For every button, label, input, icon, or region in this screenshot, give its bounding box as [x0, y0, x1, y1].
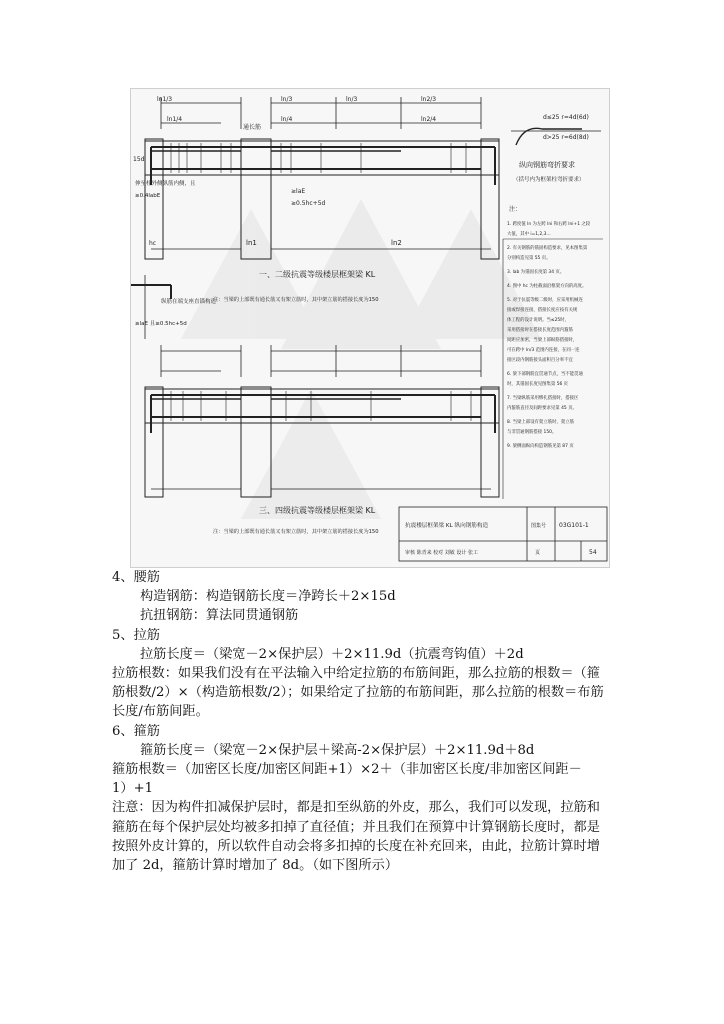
- section-4-line-2: 抗扭钢筋：算法同贯通钢筋: [140, 608, 299, 624]
- left-label: 纵筋在端支座直锚构造: [161, 299, 217, 305]
- table-page-label: 页: [535, 550, 541, 556]
- dim-label: ln2/3: [421, 96, 437, 103]
- bend-large: d>25 r=6d(8d): [543, 134, 589, 141]
- note-line: 接或焊接连接，搭接长度应按有关规: [507, 308, 578, 313]
- table-atlas-number: 03G101-1: [559, 522, 589, 529]
- note-line: 采用搭接时在搭接长度范围内箍筋: [507, 328, 573, 333]
- table-signatures: 审核 陈青来 校对 刘敏 设计 张工: [405, 550, 478, 556]
- dim-label: hc: [149, 240, 157, 247]
- span-label: ln1: [246, 239, 257, 247]
- note-line: 接区段内钢筋接头面积百分率不宜: [507, 358, 573, 363]
- section-6-paragraph: 箍筋根数＝（加密区长度/加密区间距+1）×2＋（非加密区长度/非加密区间距－1）+1: [112, 762, 582, 797]
- note-line: 4. 图中 hc 为柱截面沿框架方向的高度。: [507, 284, 587, 289]
- section-6-heading: 6、箍筋: [112, 723, 160, 739]
- dim-label: 15d: [133, 156, 145, 163]
- left-label: 伸至柱外侧纵筋内侧，且: [135, 181, 196, 187]
- side-title: 纵向钢筋弯折要求: [519, 161, 575, 169]
- dim-label: 通长筋: [243, 124, 262, 131]
- section-4-line-1: 构造钢筋：构造钢筋长度＝净跨长＋2×15d: [140, 589, 396, 605]
- dim-label: ≥0.5hc+5d: [291, 200, 326, 207]
- left-label: ≥0.4labE: [135, 193, 161, 199]
- dim-label: ln/3: [281, 96, 293, 103]
- section-6-line-1: 箍筋长度＝（梁宽－2×保护层＋梁高-2×保护层）＋2×11.9d＋8d: [140, 742, 535, 758]
- rebar-detail-figure: [130, 88, 610, 568]
- dim-label: ln/4: [281, 116, 293, 123]
- table-atlas-label: 图集号: [531, 523, 547, 529]
- dim-label: ln2/4: [421, 116, 437, 123]
- note-line: 8. 当梁上部设有架立筋时，架立筋: [507, 420, 575, 425]
- note-line: 时，其锚固长度见图集第 56 页: [507, 382, 569, 387]
- figure-note-2: 注：当梁的上部既有通长筋又有架立筋时，其中架立筋的搭接长度为150: [213, 529, 379, 535]
- note-line: 7. 当梁纵筋采用绑扎搭接时，搭接区: [507, 396, 579, 401]
- watermark: [181, 199, 541, 519]
- dim-label: ln/3: [346, 96, 358, 103]
- note-line: 与非贯通钢筋搭接 150。: [507, 430, 557, 435]
- bend-small: d≤25 r=4d(6d): [543, 114, 589, 121]
- dim-label: ln1/4: [167, 116, 183, 123]
- side-subtitle: （括号内为框架柱弯折要求）: [513, 177, 585, 183]
- note-line: 分别构造见第 55 页。: [507, 256, 551, 261]
- note-line: 内箍筋直径及间距要求见第 45 页。: [507, 406, 577, 411]
- note-paragraph: 注意：因为构件扣减保护层时，都是扣至纵筋的外皮，那么，我们可以发现，拉筋和箍筋在每个保护层处均被多扣掉了直径值；并且我们在预算中计算钢筋长度时，都是按照外皮计算的，所以软件自动会将多扣掉的长度在补充回来，由此，拉筋计算时增加了 2d，箍筋计算时增加了 8d。（如下图所示）: [112, 800, 600, 874]
- table-page-number: 54: [589, 549, 597, 556]
- dim-label: ≥laE: [291, 188, 306, 195]
- figure-note-1: 注：当梁的上部既有通长筋又有架立筋时，其中架立筋的搭接长度为150: [213, 297, 379, 303]
- dim-label: ln1/3: [157, 96, 173, 103]
- note-line: 体工程的设计说明。当≤25时，: [507, 318, 569, 323]
- rebar-drawing: [131, 89, 609, 567]
- section-5-paragraph: 拉筋根数：如果我们没有在平法输入中给定拉筋的布筋间距，那么拉筋的根数＝（箍筋根数/2）×（构造筋根数/2）；如果给定了拉筋的布筋间距，那么拉筋的根数＝布筋长度/布筋间距。: [112, 666, 604, 720]
- notes-heading: 注：: [509, 206, 522, 213]
- figure-title-2: 三、四级抗震等级楼层框架梁 KL: [259, 506, 376, 515]
- note-line: 9. 梁侧面纵向构造钢筋见第 87 页: [507, 444, 574, 449]
- note-line: 6. 梁下部钢筋宜贯通节点，当不能贯通: [507, 372, 583, 377]
- note-line: 可在跨中 ln/3 范围内连接，在同一连: [507, 348, 580, 353]
- document-body: [112, 568, 612, 875]
- table-title: 抗震楼层框架梁 KL 纵向钢筋构造: [405, 523, 489, 529]
- section-5-line-1: 拉筋长度＝（梁宽－2×保护层）＋2×11.9d（抗震弯钩值）＋2d: [140, 646, 524, 662]
- section-5-heading: 5、拉筋: [112, 627, 160, 643]
- section-4-heading: 4、腰筋: [112, 570, 160, 585]
- note-line: 1. 跨度值 ln 为左跨 lni 和右跨 lni+1 之较: [507, 222, 591, 227]
- note-line: 大值，其中 i=1,2,3…: [507, 232, 551, 237]
- left-label: ≥laE 且≥0.5hc+5d: [135, 321, 187, 327]
- note-line: 5. 对于抗震等级二级时，应采用机械连: [507, 298, 583, 303]
- note-line: 间距应加密，当梁上部纵筋搭接时，: [507, 338, 578, 343]
- note-line: 3. lab 为锚固长度第 34 页。: [507, 270, 565, 275]
- span-label: ln2: [391, 239, 402, 247]
- figure-title-1: 一、二级抗震等级楼层框架梁 KL: [259, 270, 376, 279]
- note-line: 2. 有关钢筋的锚固构造要求，见本图集第: [507, 246, 588, 251]
